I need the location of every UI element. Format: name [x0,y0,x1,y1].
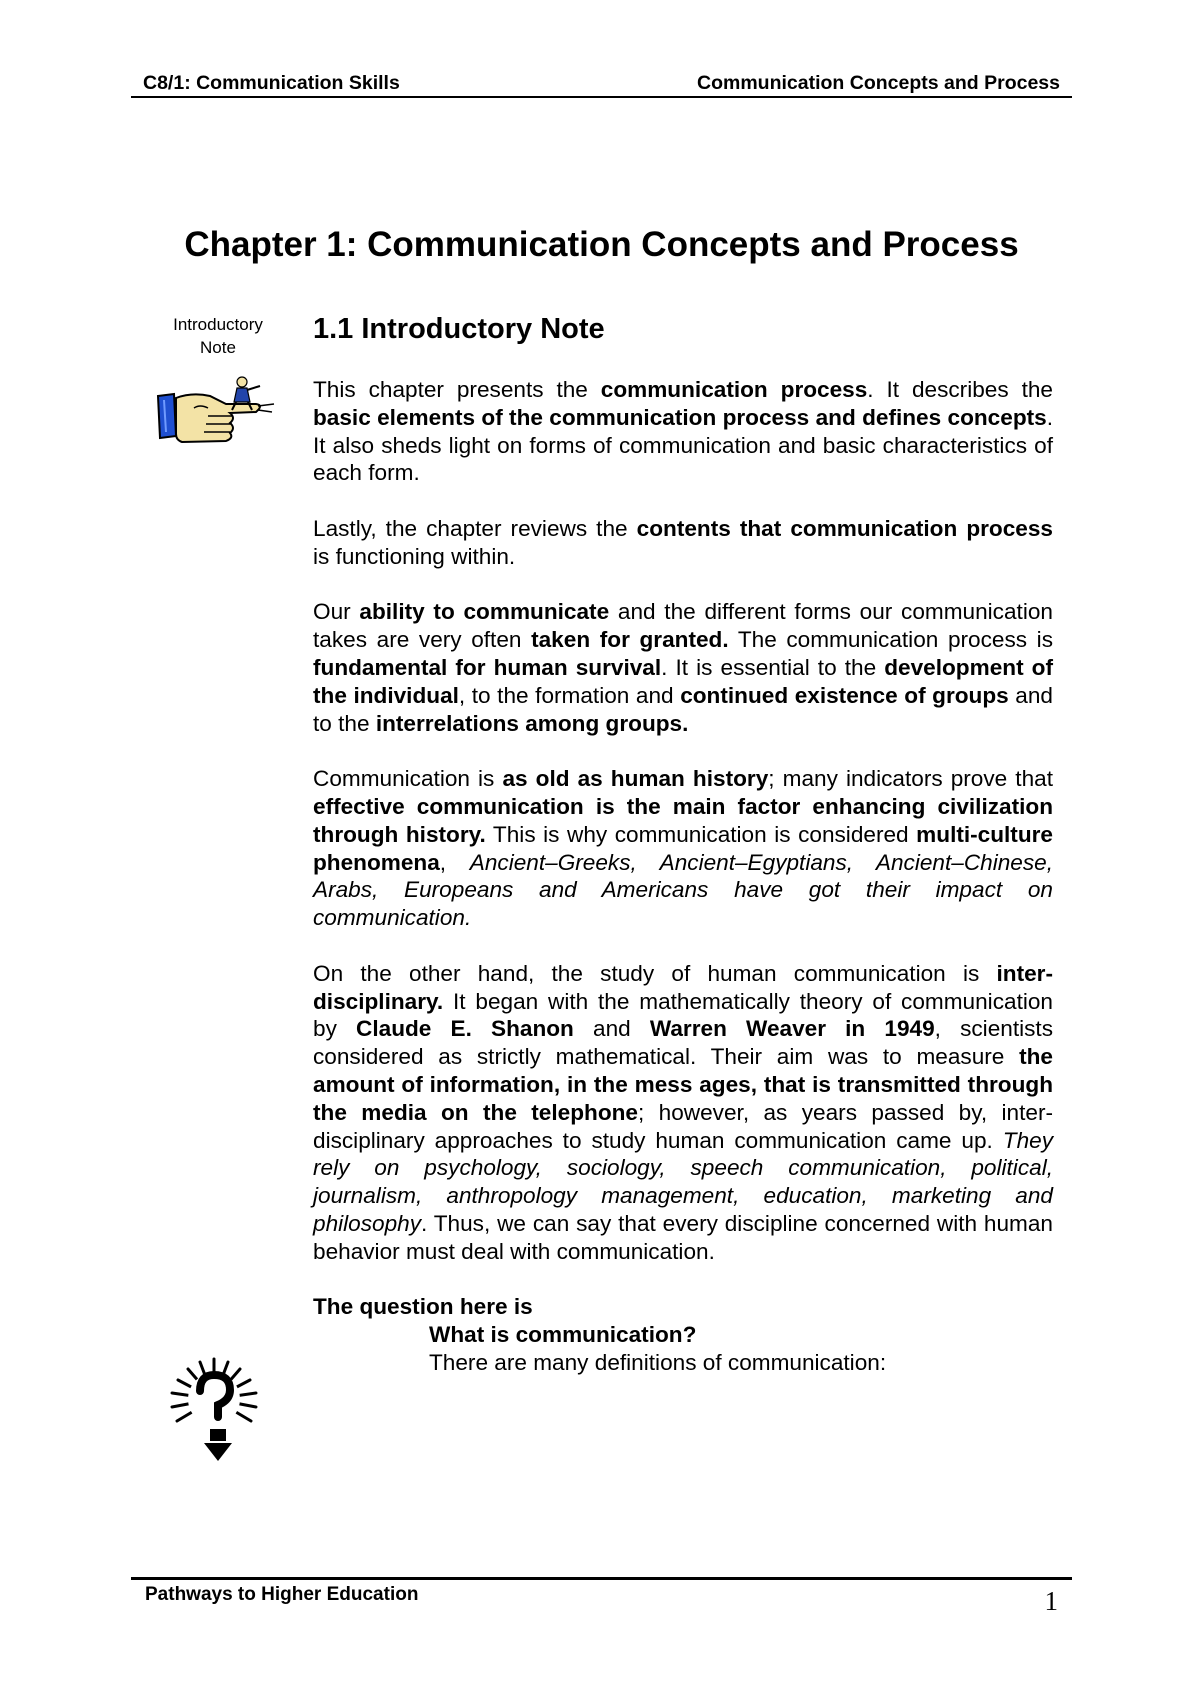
question-mark-icon [164,1355,264,1467]
paragraph-history [313,765,1053,932]
text-run: , [439,849,470,875]
text-run: ; many indicators prove that [768,766,1053,792]
text-bold: basic elements of the communication process and defines concepts [313,404,1047,430]
text-run: , to the formation and [458,682,681,708]
text-bold: taken for granted. [531,627,729,653]
text-bold: fundamental for human survival [313,654,662,680]
text-italic: Ancient–Greeks, Ancient–Egyptians, Ancient–Chinese, Arabs, Europeans and Americans have got their impact on communication. [313,849,1053,931]
text-bold: interrelations among groups. [375,710,689,736]
text-bold: inter-disciplinary. [313,960,1053,1014]
text-bold: as old as human history [502,766,769,792]
pointing-hand-icon [152,374,277,454]
text-bold: multi-culture phenomena [313,821,1053,875]
paragraph-ability [313,598,1053,737]
text-run: Communication is [313,766,503,792]
margin-label-line2: Note [200,338,236,357]
header-chapter-title: Communication Concepts and Process [697,72,1060,94]
text-run: This chapter presents the [313,377,601,402]
header-course-title: C8/1: Communication Skills [143,72,400,94]
text-bold: effective communication is the main factor enhancing civilization through history. [313,793,1053,847]
text-bold: Warren Weaver in 1949 [649,1016,935,1042]
text-run: It began with the mathematically theory of communication by [313,988,1053,1042]
body-text [313,376,1053,1377]
margin-label [148,313,288,359]
running-header [131,70,1072,98]
margin-label-line1: Introductory [173,315,263,334]
section-title: 1.1 Introductory Note [313,313,605,345]
page-number: 1 [1044,1586,1058,1616]
text-run: . It describes the [867,377,1053,402]
text-run: , scientists considered as strictly mathematical. Their aim was to measure [313,1016,1053,1070]
text-run: On the other hand, the study of human communication is [313,960,997,986]
question-followup: There are many definitions of communication: [429,1349,887,1375]
text-run: . Thus, we can say that every discipline concerned with human behavior must deal with communication. [313,1210,1053,1264]
text-bold: contents that communication process [636,515,1053,541]
text-run: and [573,1016,650,1042]
text-bold: communication process [600,377,868,402]
text-run: This is why communication is considered [485,821,917,847]
text-bold: ability to communicate [359,599,610,625]
chapter-title: Chapter 1: Communication Concepts and Process [184,225,1019,264]
text-run: and the different forms our communication takes are very often [313,599,1053,653]
running-footer [131,1577,1072,1620]
question-text: What is communication? [429,1322,697,1348]
paragraph-lastly [313,515,1053,571]
paragraph-interdisciplinary [313,960,1053,1266]
text-run: . It is essential to the [661,654,885,680]
text-bold: continued existence of groups [680,682,1009,708]
text-bold: development of the individual [313,654,1053,708]
question-intro: The question here is [313,1294,533,1320]
footer-publication: Pathways to Higher Education [145,1584,419,1605]
text-run: The communication process is [728,627,1053,653]
text-run: . It also sheds light on forms of communication and basic characteristics of each form. [313,404,1053,486]
text-run: Lastly, the chapter reviews the [313,515,637,541]
text-bold: the amount of information, in the mess ages, that is transmitted through the media on the telephone [313,1044,1053,1125]
question-block [313,1293,1053,1376]
text-bold: Claude E. Shanon [356,1016,574,1042]
text-run: and to the [313,682,1054,736]
paragraph-intro [313,376,1053,487]
text-italic: They rely on psychology, sociology, speech communication, political, journalism, anthropology management, education, marketing and philosophy [313,1127,1053,1236]
text-run: ; however, as years passed by, inter-disciplinary approaches to study human communication came up. [313,1099,1053,1153]
text-run: is functioning within. [313,543,516,569]
text-run: Our [313,599,360,625]
